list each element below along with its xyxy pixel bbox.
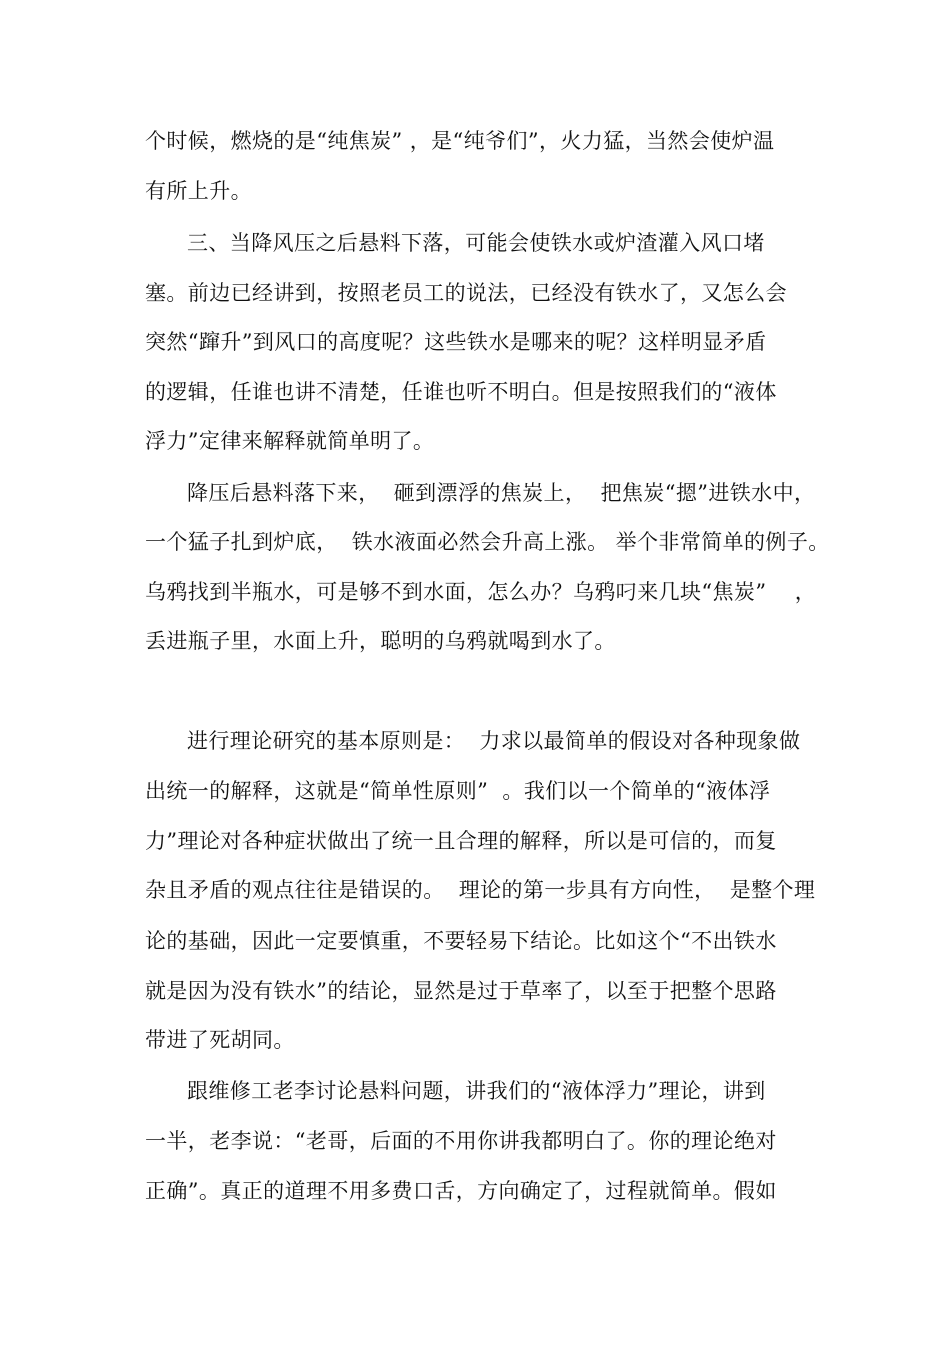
paragraph-2-line-4: 的逻辑，任谁也讲不清楚，任谁也听不明白。但是按照我们的“液体 [145, 380, 777, 404]
paragraph-4-line-5: 论的基础，因此一定要慎重，不要轻易下结论。比如这个“不出铁水 [145, 929, 777, 953]
paragraph-1-line-2: 有所上升。 [145, 179, 252, 203]
paragraph-5-line-2: 一半，老李说：“老哥，后面的不用你讲我都明白了。你的理论绝对 [145, 1129, 777, 1153]
paragraph-2-line-3: 突然“蹿升”到风口的高度呢？这些铁水是哪来的呢？这样明显矛盾 [145, 330, 767, 354]
paragraph-4-line-1: 进行理论研究的基本原则是： 力求以最简单的假设对各种现象做 [187, 729, 801, 753]
paragraph-4-line-7: 带进了死胡同。 [145, 1028, 295, 1052]
paragraph-3-line-4: 丢进瓶子里，水面上升，聪明的乌鸦就喝到水了。 [145, 629, 616, 653]
paragraph-2-line-5: 浮力”定律来解释就简单明了。 [145, 429, 435, 453]
paragraph-2-line-2: 塞。前边已经讲到，按照老员工的说法，已经没有铁水了，又怎么会 [145, 281, 787, 305]
paragraph-3-line-2: 一个猛子扎到炉底， 铁水液面必然会升高上涨。 举个非常简单的例子。 [145, 530, 830, 554]
paragraph-4-line-2: 出统一的解释，这就是“简单性原则” 。我们以一个简单的“液体浮 [145, 779, 771, 803]
paragraph-5-line-3: 正确”。真正的道理不用多费口舌，方向确定了，过程就简单。假如 [145, 1179, 777, 1203]
paragraph-5-line-1: 跟维修工老李讨论悬料问题，讲我们的“液体浮力”理论，讲到 [187, 1079, 766, 1103]
paragraph-2-line-1: 三、当降风压之后悬料下落，可能会使铁水或炉渣灌入风口堵 [187, 231, 765, 255]
paragraph-4-line-4: 杂且矛盾的观点往往是错误的。 理论的第一步具有方向性， 是整个理 [145, 878, 816, 902]
paragraph-4-line-3: 力”理论对各种症状做出了统一且合理的解释，所以是可信的，而复 [145, 829, 777, 853]
paragraph-3-line-1: 降压后悬料落下来， 砸到漂浮的焦炭上， 把焦炭“摁”进铁水中， [187, 481, 816, 505]
paragraph-4-line-6: 就是因为没有铁水”的结论，显然是过于草率了，以至于把整个思路 [145, 979, 777, 1003]
paragraph-3-line-3: 乌鸦找到半瓶水，可是够不到水面，怎么办？乌鸦叼来几块“焦炭” ， [145, 580, 817, 604]
paragraph-1-line-1: 个时候，燃烧的是“纯焦炭” ，是“纯爷们”，火力猛，当然会使炉温 [145, 129, 775, 153]
